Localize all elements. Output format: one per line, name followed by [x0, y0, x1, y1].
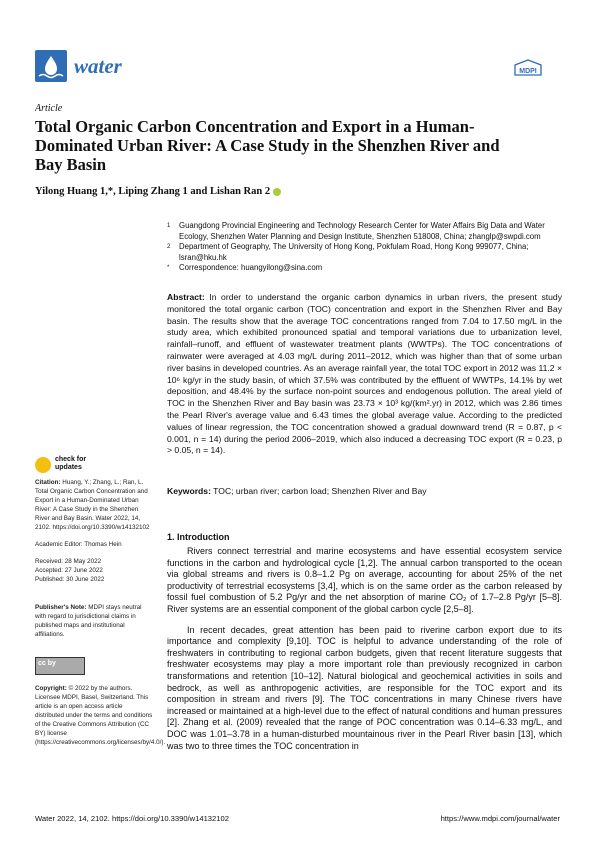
section-heading: 1. Introduction — [167, 532, 230, 542]
affiliation-mark: 1 — [167, 223, 171, 229]
check-updates-line2: updates — [55, 464, 82, 471]
mdpi-badge-text: MDPI — [519, 68, 537, 75]
article-type: Article — [35, 103, 63, 114]
affiliations — [167, 221, 562, 274]
affiliation-mark: * — [167, 265, 170, 271]
abstract — [167, 292, 562, 457]
academic-editor: Academic Editor: Thomas Hein — [35, 541, 122, 548]
date-accepted: Accepted: 27 June 2022 — [35, 567, 103, 574]
publisher-note-label: Publisher's Note: — [35, 604, 87, 611]
affiliation-text: Guangdong Provincial Engineering and Technology Research Center for Water Affairs Big Data and Water Ecology, Shenzhen Water Planning and Design Institute, Shenzhen 518008, China; zhanglp@swpdi.com — [179, 221, 545, 241]
copyright — [35, 684, 166, 747]
article-title: Total Organic Carbon Concentration and Export in a Human-Dominated Urban River: A Case Study in the Shenzhen River and Bay Basin — [35, 117, 500, 174]
keywords-label: Keywords: — [167, 486, 211, 496]
publisher-note-text: MDPI stays neutral with regard to jurisdictional claims in published maps and institutional affiliations. — [35, 604, 142, 638]
intro-paragraph-1: Rivers connect terrestrial and marine ecosystems and have essential ecosystem service functions in the carbon and hydrological cycle [1,2]. The annual carbon transported to the ocean via global streams and rivers is 0.8–1.2 Pg on average, accounting for about 25% of the net productivity of terrestrial ecosystems [3,4], which is on the same order as the carbon released by fossil fuel combustion of 5.2 Pg/yr and the net absorption of marine CO₂ of 1.7–2.8 Pg/yr [5–8]. River systems are an essential component of the global carbon cycle [2,5–8]. — [167, 546, 562, 614]
copyright-text: © 2022 by the authors. Licensee MDPI, Basel, Switzerland. This article is an open access article distributed under the terms and conditions of the Creative Commons Attribution (CC BY) license (https://creativecommons.org/licenses/by/4.0/). — [35, 685, 166, 746]
citation — [35, 478, 153, 532]
affiliation-text: Department of Geography, The University of Hong Kong, Pokfulam Road, Hong Kong 999077, China; lsran@hku.hk — [179, 242, 529, 262]
citation-text[interactable]: Huang, Y.; Zhang, L.; Ran, L. Total Organic Carbon Concentration and Export in a Human-Dominated Urban River: A Case Study in the Shenzhen River and Bay Basin. Water 2022, 14, 2102. https://doi.org/10.3390/w14132102 — [35, 479, 150, 531]
copyright-label: Copyright: — [35, 685, 67, 692]
affiliation-1 — [167, 221, 562, 242]
journal-logo-icon — [35, 50, 67, 82]
check-for-updates-button[interactable] — [35, 455, 105, 477]
keywords — [167, 486, 562, 496]
correspondence-text: Correspondence: huangyilong@sina.com — [179, 263, 323, 272]
intro-paragraph-2: In recent decades, great attention has been paid to riverine carbon export due to its importance and complexity [9,10]. TOC is helpful to advance understanding of the role of freshwaters in contributing to regional carbon budgets, given that recent literature suggests that freshwater ecosystems may play a more important role than previously recognized in carbon transformations and retention [10–12]. Natural biological and geochemical activities in soils and bedrock, as well as anthropogenic activities, are responsible for the TOC export and its composition in stream and rivers [9]. The TOC concentrations in many Chinese rivers have increased or maintained at a high-level due to the effect of natural conditions and human pressures [2]. Zhang et al. (2009) revealed that the range of POC concentration was 0.14–6.33 mg/L, and DOC was 1.01–3.78 in a human-disturbed mountainous river in the Pearl River basin [13], which was two to three times the TOC concentration in — [167, 624, 562, 751]
cc-badge-text: cc by — [38, 660, 56, 667]
journal-name[interactable]: water — [74, 54, 122, 78]
author-list — [35, 186, 281, 197]
cc-by-license-icon[interactable] — [35, 657, 85, 675]
publisher-note — [35, 603, 153, 639]
keywords-text: TOC; urban river; carbon load; Shenzhen River and Bay — [213, 486, 427, 496]
abstract-text: In order to understand the organic carbon dynamics in urban rivers, the present study monitored the total organic carbon (TOC) concentration and export in the Shenzhen River and Bay basin. The results show that the average TOC concentrations ranged from 7.04 to 17.50 mg/L in the study area, which exhibited pronounced spatial and temporal variations due to urbanization level, rainfall–runoff, and effluent of wastewater treatment plants (WWTPs). The TOC concentrations of rainwater were averaged at 4.03 mg/L during 2011–2012, which was higher than that of some urban river basins in developed countries. As an average rainfall year, the total TOC export in 2012 was 11.2 × 10⁶ kg/yr in the study basin, of which 37.5% was contributed by the effluent of WWTPs, 14.1% by wet deposition, and 48.4% by the surface non-point sources and endogenous pollution. The areal yield of TOC in the Shenzhen River and Bay basin was 23.73 × 10³ kg/(km².yr) in 2012, which was 2.86 times the Pearl River's average value and 6.43 times the global average value. According to the predicted values of linear regression, the TOC concentration showed a gradual downward trend (R = 0.87, p < 0.001, n = 14) during the period 2006–2019, which also induced a decreasing TOC export (R = 0.23, p > 0.05, n = 14). — [167, 292, 563, 456]
affiliation-mark: 2 — [167, 244, 171, 250]
check-updates-icon — [35, 457, 51, 473]
check-updates-line1: check for — [55, 456, 87, 463]
affiliation-2 — [167, 242, 562, 263]
check-updates-label — [55, 456, 86, 472]
orcid-icon[interactable] — [273, 188, 281, 196]
abstract-label: Abstract: — [167, 292, 205, 302]
footer-citation[interactable]: Water 2022, 14, 2102. https://doi.org/10.3390/w14132102 — [35, 814, 229, 823]
citation-label: Citation: — [35, 479, 61, 486]
page-footer — [35, 814, 560, 823]
date-received: Received: 28 May 2022 — [35, 558, 102, 565]
author-names: Yilong Huang 1,*, Liping Zhang 1 and Lishan Ran 2 — [35, 186, 271, 197]
footer-journal-link[interactable]: https://www.mdpi.com/journal/water — [440, 814, 560, 823]
date-published: Published: 30 June 2022 — [35, 576, 105, 583]
introduction-body — [167, 546, 562, 752]
correspondence — [167, 263, 562, 274]
mdpi-logo-icon[interactable] — [513, 59, 543, 77]
